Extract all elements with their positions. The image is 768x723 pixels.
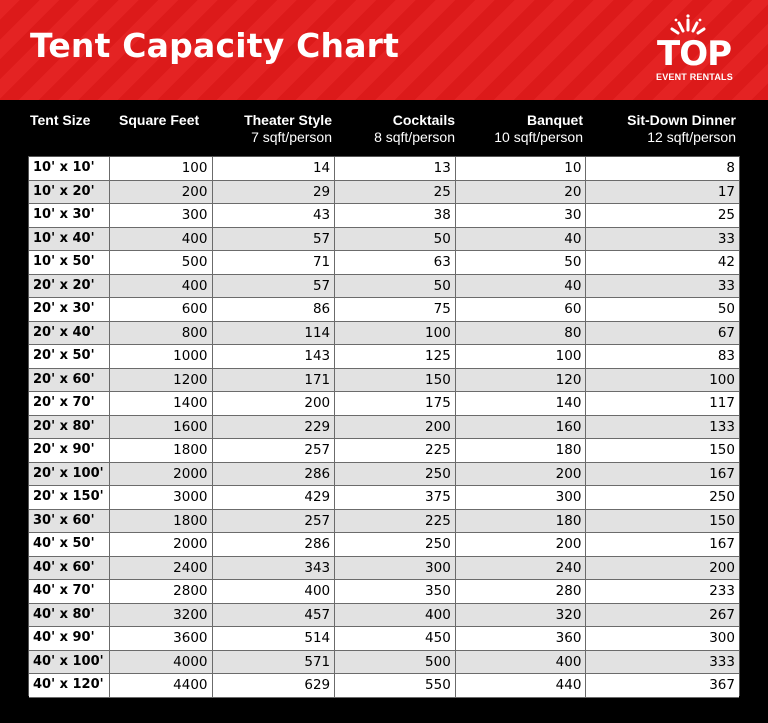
table-cell: 200 <box>335 416 456 440</box>
tent-size-cell: 10' x 10' <box>29 157 110 181</box>
table-cell: 4000 <box>110 651 213 675</box>
table-cell: 429 <box>213 486 336 510</box>
table-cell: 257 <box>213 439 336 463</box>
table-row <box>29 604 739 628</box>
table-cell: 286 <box>213 533 336 557</box>
table-cell: 38 <box>335 204 456 228</box>
table-cell: 57 <box>213 275 336 299</box>
table-cell: 30 <box>456 204 587 228</box>
table-cell: 400 <box>213 580 336 604</box>
table-cell: 2800 <box>110 580 213 604</box>
table-cell: 514 <box>213 627 336 651</box>
tent-size-cell: 10' x 20' <box>29 181 110 205</box>
tent-size-cell: 20' x 100' <box>29 463 110 487</box>
tent-size-cell: 40' x 60' <box>29 557 110 581</box>
table-cell: 33 <box>586 275 739 299</box>
table-cell: 67 <box>586 322 739 346</box>
table-cell: 29 <box>213 181 336 205</box>
table-cell: 280 <box>456 580 587 604</box>
table-row <box>29 651 739 675</box>
column-headers <box>0 100 768 156</box>
table-cell: 150 <box>586 510 739 534</box>
table-cell: 143 <box>213 345 336 369</box>
table-row <box>29 463 739 487</box>
table-cell: 367 <box>586 674 739 698</box>
table-row <box>29 486 739 510</box>
tent-size-cell: 20' x 70' <box>29 392 110 416</box>
tent-size-cell: 40' x 80' <box>29 604 110 628</box>
table-row <box>29 157 739 181</box>
table-cell: 83 <box>586 345 739 369</box>
table-cell: 600 <box>110 298 213 322</box>
table-cell: 25 <box>335 181 456 205</box>
table-cell: 8 <box>586 157 739 181</box>
table-cell: 4400 <box>110 674 213 698</box>
table-cell: 257 <box>213 510 336 534</box>
table-cell: 500 <box>335 651 456 675</box>
table-cell: 240 <box>456 557 587 581</box>
table-cell: 86 <box>213 298 336 322</box>
table-cell: 300 <box>110 204 213 228</box>
table-cell: 350 <box>335 580 456 604</box>
table-cell: 140 <box>456 392 587 416</box>
table-row <box>29 439 739 463</box>
table-cell: 50 <box>586 298 739 322</box>
table-cell: 57 <box>213 228 336 252</box>
table-cell: 457 <box>213 604 336 628</box>
brand-logo <box>650 14 740 90</box>
table-cell: 43 <box>213 204 336 228</box>
table-cell: 233 <box>586 580 739 604</box>
table-cell: 63 <box>335 251 456 275</box>
table-row <box>29 533 739 557</box>
table-cell: 75 <box>335 298 456 322</box>
table-cell: 120 <box>456 369 587 393</box>
table-cell: 1000 <box>110 345 213 369</box>
table-cell: 125 <box>335 345 456 369</box>
table-cell: 50 <box>335 228 456 252</box>
table-cell: 175 <box>335 392 456 416</box>
table-cell: 1200 <box>110 369 213 393</box>
table-cell: 50 <box>456 251 587 275</box>
table-cell: 167 <box>586 463 739 487</box>
header-square-feet: Square Feet <box>119 112 200 128</box>
table-cell: 229 <box>213 416 336 440</box>
page-title: Tent Capacity Chart <box>30 26 400 65</box>
header-banner <box>0 0 768 100</box>
table-cell: 375 <box>335 486 456 510</box>
table-row <box>29 204 739 228</box>
table-cell: 1800 <box>110 510 213 534</box>
table-cell: 440 <box>456 674 587 698</box>
table-cell: 14 <box>213 157 336 181</box>
logo-subtitle: EVENT RENTALS <box>656 72 733 82</box>
tent-size-cell: 40' x 50' <box>29 533 110 557</box>
tent-size-cell: 20' x 40' <box>29 322 110 346</box>
table-cell: 3200 <box>110 604 213 628</box>
table-cell: 1400 <box>110 392 213 416</box>
table-row <box>29 416 739 440</box>
table-cell: 300 <box>335 557 456 581</box>
table-row <box>29 369 739 393</box>
table-cell: 2000 <box>110 463 213 487</box>
table-cell: 150 <box>586 439 739 463</box>
table-cell: 1800 <box>110 439 213 463</box>
table-cell: 200 <box>213 392 336 416</box>
table-cell: 180 <box>456 510 587 534</box>
table-row <box>29 580 739 604</box>
table-cell: 225 <box>335 510 456 534</box>
table-cell: 400 <box>335 604 456 628</box>
header-theater-style: Theater Style 7 sqft/person <box>244 112 332 145</box>
table-cell: 25 <box>586 204 739 228</box>
table-cell: 60 <box>456 298 587 322</box>
table-cell: 450 <box>335 627 456 651</box>
tent-size-cell: 20' x 150' <box>29 486 110 510</box>
table-cell: 80 <box>456 322 587 346</box>
table-cell: 3600 <box>110 627 213 651</box>
table-cell: 200 <box>586 557 739 581</box>
table-cell: 117 <box>586 392 739 416</box>
table-cell: 133 <box>586 416 739 440</box>
header-banquet: Banquet 10 sqft/person <box>494 112 583 145</box>
table-cell: 200 <box>456 463 587 487</box>
tent-size-cell: 20' x 60' <box>29 369 110 393</box>
table-cell: 100 <box>586 369 739 393</box>
table-cell: 571 <box>213 651 336 675</box>
table-cell: 40 <box>456 275 587 299</box>
table-cell: 13 <box>335 157 456 181</box>
table-cell: 10 <box>456 157 587 181</box>
table-cell: 180 <box>456 439 587 463</box>
table-cell: 17 <box>586 181 739 205</box>
table-row <box>29 275 739 299</box>
header-cocktails: Cocktails 8 sqft/person <box>374 112 455 145</box>
table-cell: 1600 <box>110 416 213 440</box>
table-row <box>29 228 739 252</box>
tent-size-cell: 10' x 50' <box>29 251 110 275</box>
table-cell: 114 <box>213 322 336 346</box>
tent-size-cell: 20' x 90' <box>29 439 110 463</box>
table-cell: 250 <box>335 533 456 557</box>
tent-size-cell: 20' x 50' <box>29 345 110 369</box>
table-cell: 3000 <box>110 486 213 510</box>
table-row <box>29 251 739 275</box>
table-cell: 167 <box>586 533 739 557</box>
table-cell: 343 <box>213 557 336 581</box>
table-cell: 171 <box>213 369 336 393</box>
tent-size-cell: 20' x 80' <box>29 416 110 440</box>
tent-size-cell: 20' x 30' <box>29 298 110 322</box>
table-cell: 333 <box>586 651 739 675</box>
table-cell: 2400 <box>110 557 213 581</box>
table-cell: 629 <box>213 674 336 698</box>
table-row <box>29 627 739 651</box>
table-cell: 100 <box>456 345 587 369</box>
tent-size-cell: 40' x 70' <box>29 580 110 604</box>
tent-size-cell: 40' x 120' <box>29 674 110 698</box>
table-cell: 20 <box>456 181 587 205</box>
logo-wordmark: TOP <box>657 34 732 74</box>
table-cell: 300 <box>456 486 587 510</box>
table-cell: 2000 <box>110 533 213 557</box>
tent-size-cell: 10' x 30' <box>29 204 110 228</box>
table-cell: 300 <box>586 627 739 651</box>
table-cell: 500 <box>110 251 213 275</box>
table-cell: 160 <box>456 416 587 440</box>
table-cell: 400 <box>110 228 213 252</box>
table-row <box>29 510 739 534</box>
table-row <box>29 322 739 346</box>
table-cell: 400 <box>110 275 213 299</box>
capacity-table <box>28 156 740 696</box>
table-cell: 33 <box>586 228 739 252</box>
table-cell: 360 <box>456 627 587 651</box>
table-cell: 286 <box>213 463 336 487</box>
table-row <box>29 298 739 322</box>
header-tent-size: Tent Size <box>30 112 91 128</box>
table-cell: 40 <box>456 228 587 252</box>
table-cell: 800 <box>110 322 213 346</box>
table-cell: 71 <box>213 251 336 275</box>
header-sit-down-dinner: Sit-Down Dinner 12 sqft/person <box>627 112 736 145</box>
tent-size-cell: 30' x 60' <box>29 510 110 534</box>
table-cell: 50 <box>335 275 456 299</box>
table-cell: 250 <box>586 486 739 510</box>
table-cell: 225 <box>335 439 456 463</box>
table-cell: 320 <box>456 604 587 628</box>
table-cell: 42 <box>586 251 739 275</box>
table-cell: 100 <box>335 322 456 346</box>
table-row <box>29 674 739 698</box>
tent-size-cell: 20' x 20' <box>29 275 110 299</box>
table-row <box>29 181 739 205</box>
table-cell: 267 <box>586 604 739 628</box>
table-row <box>29 392 739 416</box>
table-row <box>29 557 739 581</box>
table-cell: 150 <box>335 369 456 393</box>
table-row <box>29 345 739 369</box>
table-cell: 400 <box>456 651 587 675</box>
table-cell: 550 <box>335 674 456 698</box>
table-cell: 200 <box>110 181 213 205</box>
tent-size-cell: 10' x 40' <box>29 228 110 252</box>
tent-size-cell: 40' x 90' <box>29 627 110 651</box>
tent-size-cell: 40' x 100' <box>29 651 110 675</box>
table-cell: 200 <box>456 533 587 557</box>
table-cell: 250 <box>335 463 456 487</box>
table-cell: 100 <box>110 157 213 181</box>
